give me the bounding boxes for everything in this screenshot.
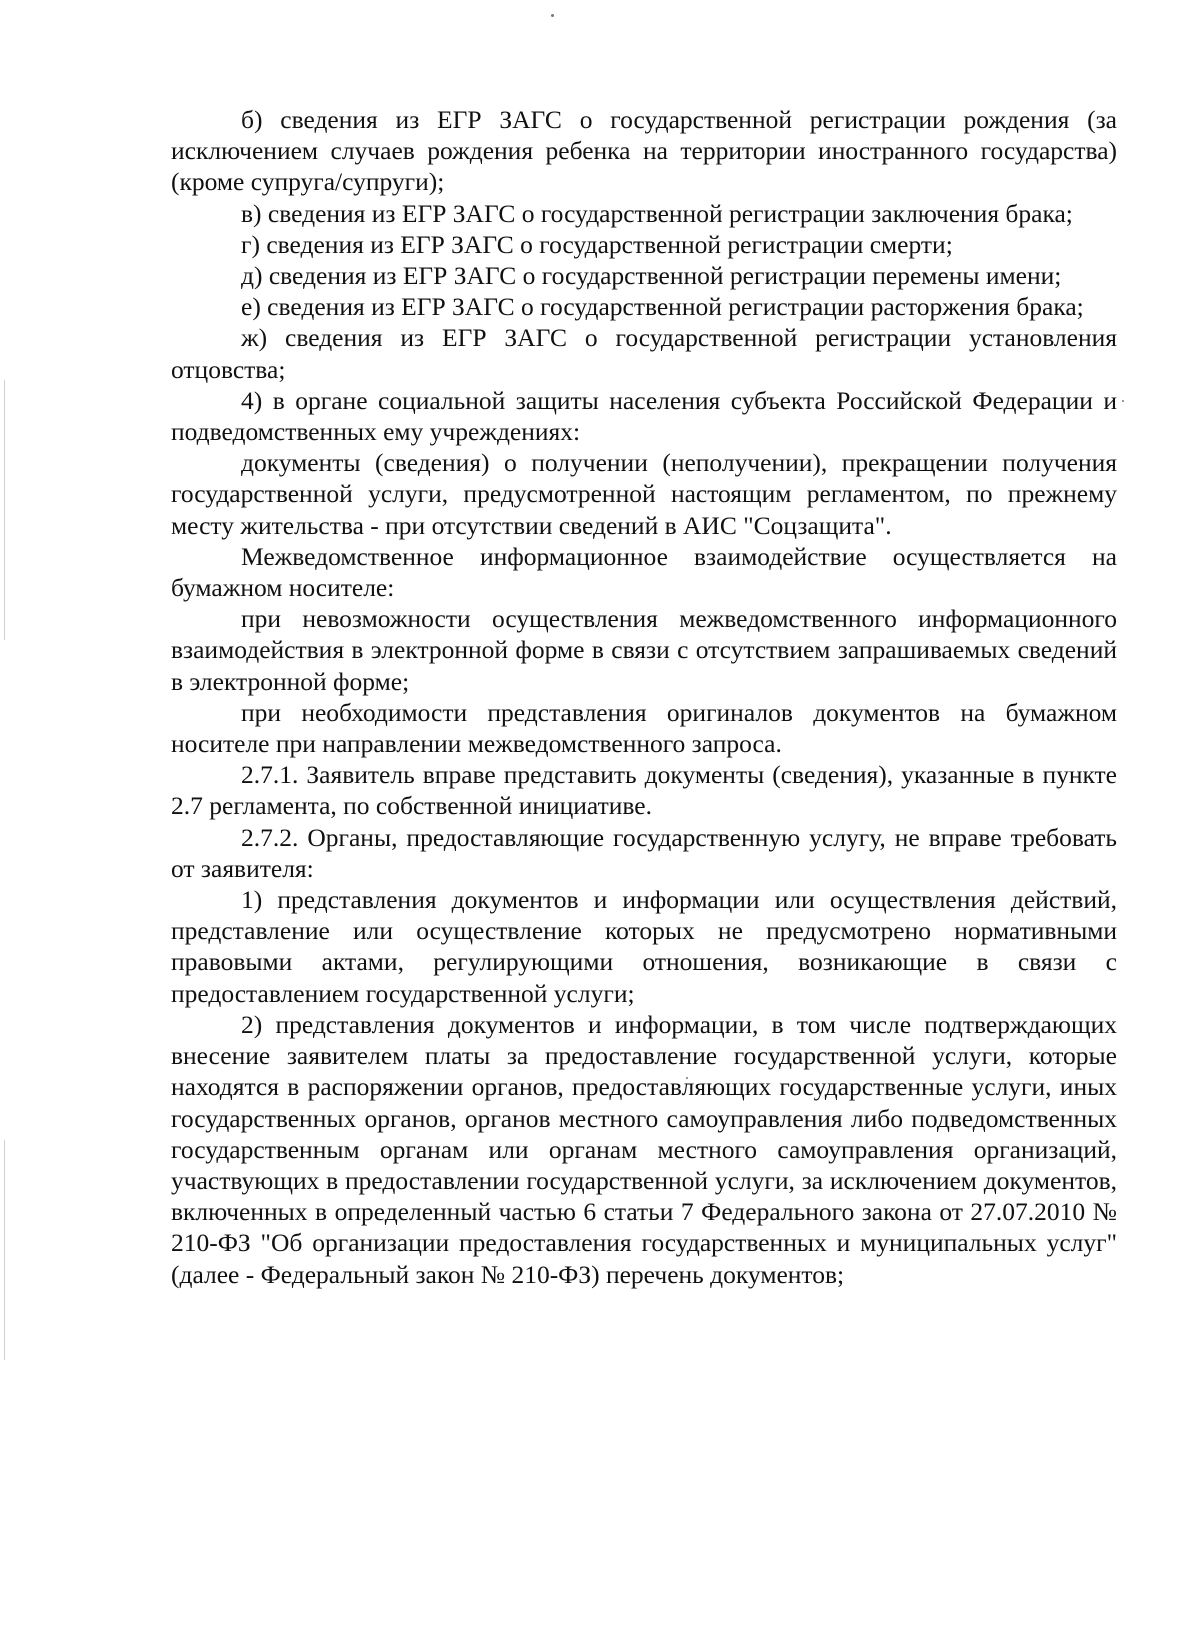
scan-edge-line xyxy=(4,1140,5,1360)
paragraph: Межведомственное информационное взаимодействие осуществляется на бумажном носителе: xyxy=(171,541,1117,603)
paragraph: в) сведения из ЕГР ЗАГС о государственной регистрации заключения брака; xyxy=(241,198,1073,228)
paragraph: при необходимости представления оригиналов документов на бумажном носителе при направлении межведомственного запроса. xyxy=(171,697,1117,759)
paragraph: 2) представления документов и информации, в том числе подтверждающих внесение заявителем платы за предоставление государственной услуги, которые находятся в распоряжении органов, предоставляющих государственные услуги, иных государственных органов, органов местного самоуправления либо подведомственных государственным органам или органам местного самоуправления организаций, участвующих в предоставлении государственной услуги, за исключением документов, включенных в определенный частью 6 статьи 7 Федерального закона от 27.07.2010 № 210-ФЗ "Об организации предоставления государственных и муниципальных услуг" (далее - Федеральный закон № 210-ФЗ) перечень документов; xyxy=(171,1009,1117,1289)
scan-speck xyxy=(1122,400,1124,402)
paragraph: ж) сведения из ЕГР ЗАГС о государственной регистрации установления отцовства; xyxy=(171,323,1117,384)
scan-speck xyxy=(551,14,554,17)
paragraph: г) сведения из ЕГР ЗАГС о государственной регистрации смерти; xyxy=(241,229,953,259)
paragraph: документы (сведения) о получении (неполучении), прекращении получения государственной услуги, предусмотренной настоящим регламентом, по прежнему месту жительства - при отсутствии сведений в АИС "Соцзащита". xyxy=(171,448,1117,540)
scan-edge-line xyxy=(4,380,5,640)
paragraph: д) сведения из ЕГР ЗАГС о государственной регистрации перемены имени; xyxy=(241,261,1062,291)
paragraph: 1) представления документов и информации или осуществления действий, представление или осуществление которых не предусмотрено нормативными правовыми актами, регулирующими отношения, возникающие в связи с предоставлением государственной услуги; xyxy=(171,885,1117,1008)
paragraph: е) сведения из ЕГР ЗАГС о государственной регистрации расторжения брака; xyxy=(241,292,1084,322)
paragraph: при невозможности осуществления межведомственного информационного взаимодействия в электронной форме в связи с отсутствием запрашиваемых сведений в электронной форме; xyxy=(171,604,1117,696)
paragraph: б) сведения из ЕГР ЗАГС о государственной регистрации рождения (за исключением случаев рождения ребенка на территории иностранного государства) (кроме супруга/супруги); xyxy=(171,105,1117,197)
paragraph: 2.7.2. Органы, предоставляющие государственную услугу, не вправе требовать от заявителя: xyxy=(171,822,1117,883)
paragraph: 4) в органе социальной защиты населения субъекта Российской Федерации и подведомственных ему учреждениях: xyxy=(171,385,1117,447)
document-body xyxy=(171,104,1117,1290)
paragraph: 2.7.1. Заявитель вправе представить документы (сведения), указанные в пункте 2.7 регламента, по собственной инициативе. xyxy=(171,760,1117,821)
